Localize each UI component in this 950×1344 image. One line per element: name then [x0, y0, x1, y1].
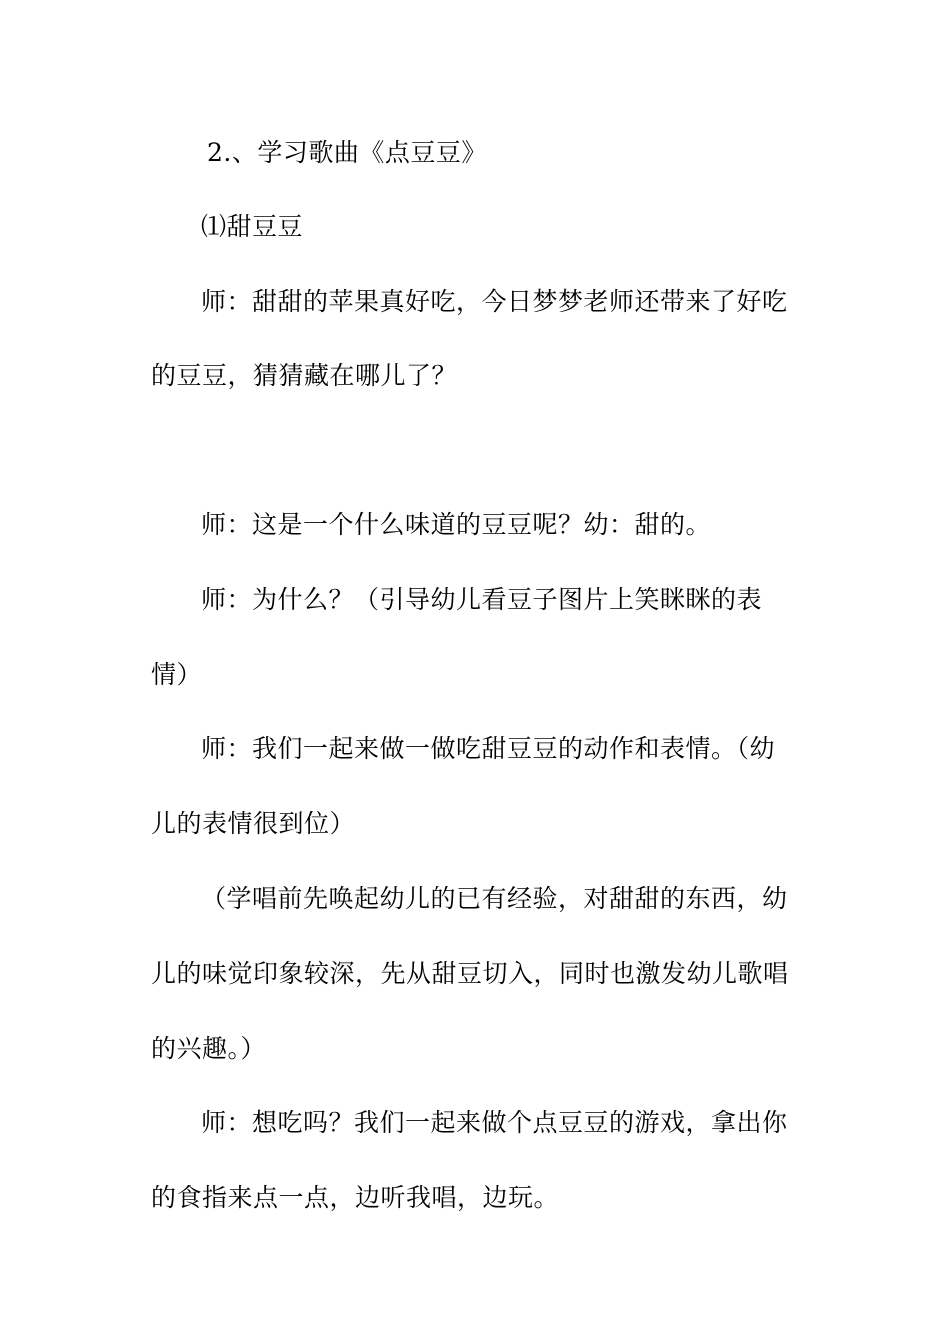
section-heading: 2.、学习歌曲《点豆豆》	[207, 138, 487, 167]
paragraph-line: 的豆豆，猜猜藏在哪儿了？	[151, 361, 458, 390]
paragraph-line: 情）	[151, 660, 203, 689]
paragraph-line: （学唱前先唤起幼儿的已有经验，对甜甜的东西，幼	[201, 884, 788, 913]
paragraph-line: 儿的味觉印象较深，先从甜豆切入，同时也激发幼儿歌唱	[151, 959, 789, 988]
paragraph-line: 师：为什么？（引导幼儿看豆子图片上笑眯眯的表	[201, 585, 763, 614]
subsection-heading: ⑴甜豆豆	[201, 212, 304, 241]
paragraph-line: 师：甜甜的苹果真好吃，今日梦梦老师还带来了好吃	[201, 287, 788, 316]
paragraph-line: 的兴趣。）	[151, 1034, 267, 1063]
paragraph-line: 的食指来点一点，边听我唱，边玩。	[151, 1183, 560, 1212]
paragraph-line: 师：想吃吗？我们一起来做个点豆豆的游戏，拿出你	[201, 1108, 788, 1137]
paragraph-line: 师：我们一起来做一做吃甜豆豆的动作和表情。（幼	[201, 734, 776, 763]
paragraph-line: 儿的表情很到位）	[151, 809, 356, 838]
paragraph-line: 师：这是一个什么味道的豆豆呢？幼：甜的。	[201, 510, 712, 539]
